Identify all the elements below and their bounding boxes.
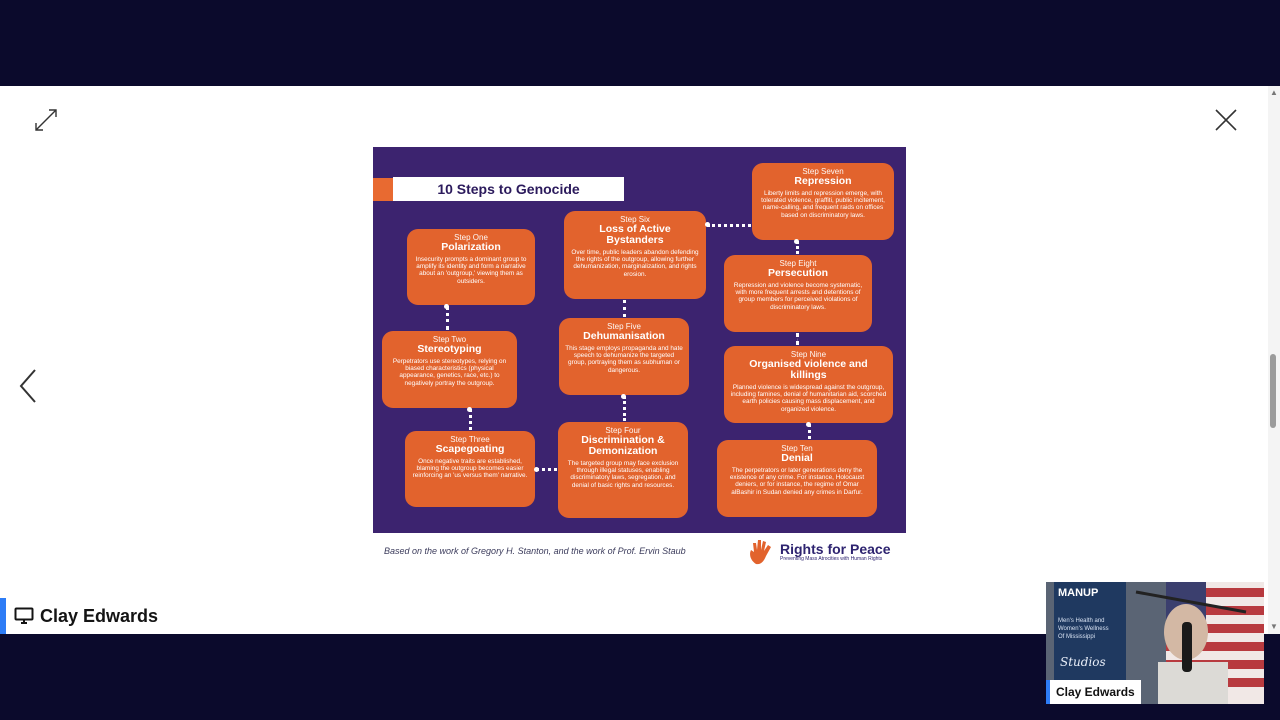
connector-node xyxy=(534,467,539,472)
rights-for-peace-logo xyxy=(746,538,890,566)
step-name: Dehumanisation xyxy=(583,330,665,342)
step-name: Loss of Active Bystanders xyxy=(599,223,671,246)
step-card xyxy=(407,229,535,305)
step-card xyxy=(717,440,877,517)
microphone-icon xyxy=(1182,622,1192,672)
step-name: Scapegoating xyxy=(435,443,505,455)
connector-line xyxy=(536,468,557,471)
step-number: Step Nine xyxy=(790,350,827,359)
step-card xyxy=(558,422,688,518)
step-name: Organised violence and killings xyxy=(749,358,868,381)
step-name: Repression xyxy=(794,175,852,187)
step-number: Step Five xyxy=(607,322,641,331)
connector-node xyxy=(806,422,811,427)
close-icon[interactable] xyxy=(1210,104,1242,136)
connector-node xyxy=(794,239,799,244)
step-description: Insecurity prompts a dominant group to amplify its identity and form a narrative about an 'outgroup,' viewing them as outsiders. xyxy=(415,256,527,285)
hand-logo-icon xyxy=(746,538,776,566)
step-name: Stereotyping xyxy=(417,343,482,355)
top-background xyxy=(0,0,1280,86)
step-card xyxy=(724,255,872,332)
step-description: The targeted group may face exclusion through illegal statuses, enabling discriminatory laws, segregation, and denial of basic rights and resources. xyxy=(567,460,679,489)
svg-text:Women's Wellness: Women's Wellness xyxy=(1058,626,1109,632)
step-card xyxy=(564,211,706,299)
connector-node xyxy=(467,407,472,412)
step-number: Step Four xyxy=(605,426,641,435)
step-card xyxy=(752,163,894,240)
scroll-up-arrow-icon[interactable]: ▲ xyxy=(1270,88,1278,97)
step-card xyxy=(382,331,517,408)
step-description: Repression and violence become systematic, with more frequent arrests and detentions of group members for perceived violations of discriminatory laws. xyxy=(733,282,863,311)
connector-node xyxy=(705,222,710,227)
svg-text:Studios: Studios xyxy=(1060,655,1106,669)
svg-text:Men's Health and: Men's Health and xyxy=(1058,618,1105,624)
step-card xyxy=(405,431,535,507)
step-card xyxy=(724,346,893,423)
expand-arrows-icon[interactable] xyxy=(30,104,62,136)
org-name: Rights for Peace xyxy=(780,541,891,557)
svg-text:Of Mississippi: Of Mississippi xyxy=(1058,634,1096,640)
step-description: The perpetrators or later generations deny the existence of any crime. For instance, Holocaust deniers, or for instance, the regime of Omar alBashir in Sudan denied any crimes in Darfur. xyxy=(729,467,865,496)
org-tagline: Preventing Mass Atrocities with Human Rights xyxy=(780,556,883,562)
monitor-icon xyxy=(14,607,34,625)
step-description: Liberty limits and repression emerge, with tolerated violence, graffiti, public incitement, name-calling, and frequent raids on offices based on discriminatory laws. xyxy=(761,190,885,219)
step-number: Step Two xyxy=(432,335,467,344)
connector-line xyxy=(707,224,751,227)
step-number: Step Three xyxy=(450,435,490,444)
presenter-badge xyxy=(0,598,170,634)
title-accent-bar xyxy=(373,178,393,201)
step-number: Step One xyxy=(454,233,488,242)
svg-text:MANUP: MANUP xyxy=(1058,587,1099,599)
camera-name-label: Clay Edwards xyxy=(1046,680,1141,704)
connector-line xyxy=(623,396,626,421)
scrollbar-thumb[interactable] xyxy=(1270,354,1276,428)
source-credit: Based on the work of Gregory H. Stanton, and the work of Prof. Ervin Staub xyxy=(384,546,686,556)
chevron-left-icon[interactable] xyxy=(14,366,42,406)
camera-tile[interactable] xyxy=(1046,582,1264,704)
connector-line xyxy=(446,306,449,330)
connector-line xyxy=(796,333,799,345)
step-description: Over time, public leaders abandon defending the rights of the outgroup, allowing further dehumanization, marginalization, and rights erosion. xyxy=(571,249,699,278)
step-description: Once negative traits are established, blaming the outgroup becomes easier reinforcing an 'us versus them' narrative. xyxy=(412,458,528,480)
presenter-name: Clay Edwards xyxy=(40,605,159,626)
step-card xyxy=(559,318,689,395)
step-number: Step Ten xyxy=(781,444,813,453)
step-description: Perpetrators use stereotypes, relying on biased characteristics (physical appearance, genetics, race, etc.) to negatively portray the outgroup. xyxy=(392,358,507,387)
slide-title: 10 Steps to Genocide xyxy=(393,177,624,201)
connector-line xyxy=(623,300,626,317)
scroll-down-arrow-icon[interactable]: ▼ xyxy=(1270,622,1278,631)
step-number: Step Seven xyxy=(802,167,844,176)
step-name: Discrimination & Demonization xyxy=(581,434,665,457)
step-name: Persecution xyxy=(767,267,829,279)
step-description: Planned violence is widespread against the outgroup, including famines, denial of humanitarian aid, scorched earth policies causing mass displacement, and organized violence. xyxy=(730,384,887,413)
step-number: Step Six xyxy=(620,215,650,224)
connector-node xyxy=(444,304,449,309)
step-number: Step Eight xyxy=(779,259,817,268)
step-name: Denial xyxy=(781,452,813,464)
connector-node xyxy=(621,394,626,399)
step-description: This stage employs propaganda and hate speech to dehumanize the targeted group, portraying them as subhuman or dangerous. xyxy=(565,345,683,374)
step-name: Polarization xyxy=(441,241,501,253)
genocide-steps-slide xyxy=(373,147,906,533)
connector-line xyxy=(469,409,472,430)
